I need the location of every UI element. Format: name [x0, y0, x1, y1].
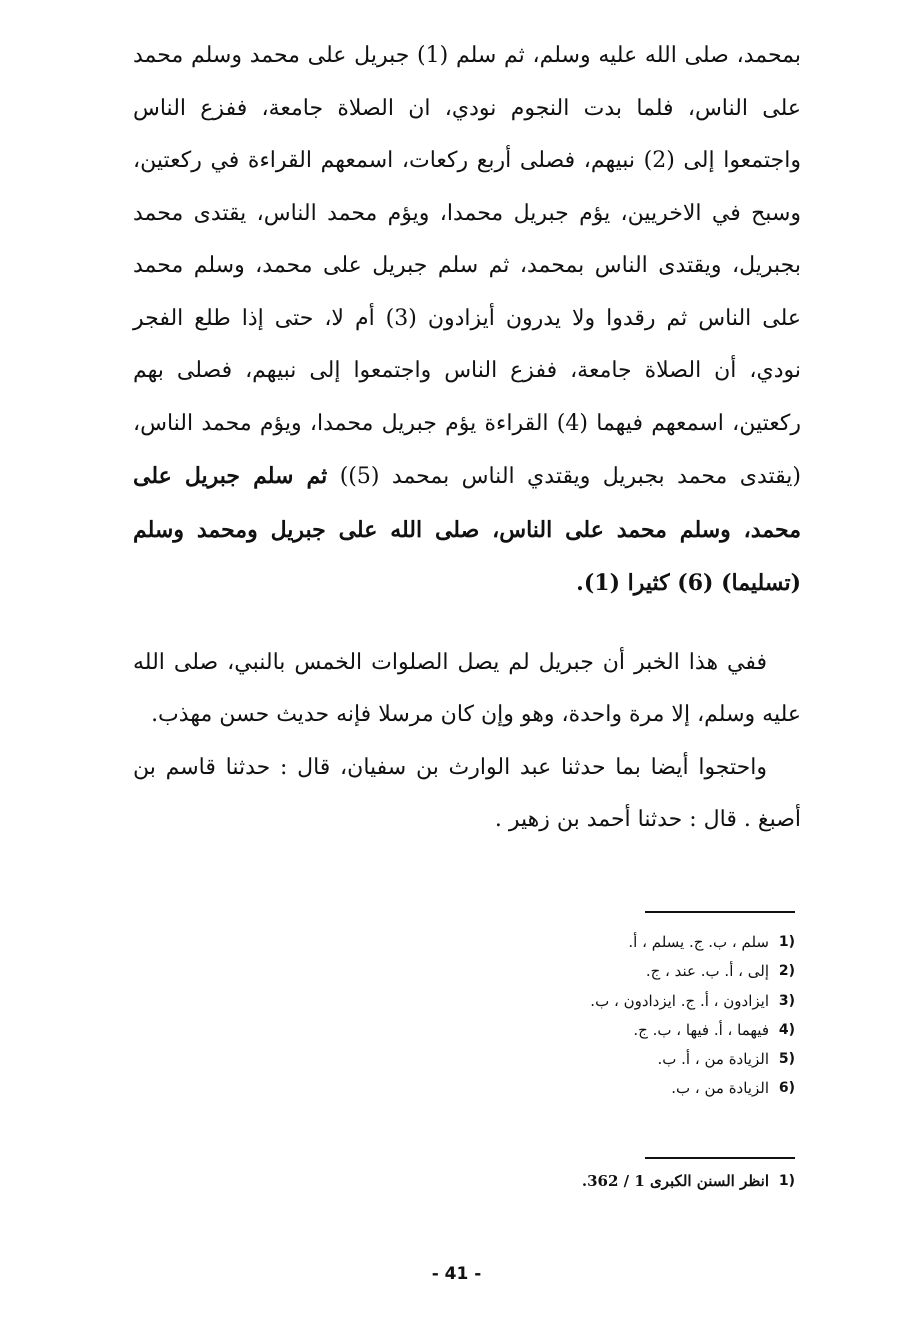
footnote-number: (1 [778, 1173, 795, 1189]
variant-footnotes [375, 928, 795, 1104]
footnote-number: (5 [778, 1051, 795, 1068]
footnote-text: انظر السنن الكبرى 1 / 362. [581, 1172, 769, 1190]
main-text [133, 30, 801, 847]
footnote-number: (1 [778, 934, 795, 950]
footnote-number: (6 [778, 1080, 795, 1097]
page-number: - 41 - [431, 1264, 482, 1284]
paragraph-hadith-normal: بمحمد، صلى الله عليه وسلم، ثم سلم (1) جبريل على محمد وسلم محمد على الناس، فلما بدت النجوم نودي، ان الصلاة جامعة، ففزع الناس واجتمعوا إلى (2) نبيهم، فصلى أربع ركعات، اسمعهم القراءة في ركعتين، وسبح في الاخريين، يؤم جبريل محمدا، ويؤم محمد الناس، يقتدى محمد بجبريل، ويقتدى الناس بمحمد، ثم سلم جبريل على محمد، وسلم محمد على الناس ثم رقدوا ولا يدرون أيزادون (3) أم لا، حتى إذا طلع الفجر نودي، أن الصلاة جامعة، ففزع الناس واجتمعوا إلى نبيهم، فصلى بهم ركعتين، اسمعهم فيهما (4) القراءة يؤم جبريل محمدا، ويؤم محمد الناس، (يقتدى محمد بجبريل ويقتدي الناس بمحمد (5)) [133, 43, 802, 489]
variant-footnote [375, 957, 795, 986]
variant-footnote [375, 1045, 795, 1074]
variant-footnote [375, 1074, 795, 1103]
variant-footnote [375, 1016, 795, 1045]
footnote-number: (3 [778, 992, 795, 1009]
footnote-text: الزيادة من ، ب. [671, 1079, 769, 1098]
footnote-text: سلم ، ب. ج. يسلم ، أ. [628, 933, 769, 951]
reference-divider [645, 1157, 795, 1159]
paragraph-hadith-text [133, 30, 801, 611]
paragraph-isnad: واحتجوا أيضا بما حدثنا عبد الوارث بن سفيان، قال : حدثنا قاسم بن أصبغ . قال : حدثنا أحمد بن زهير . [133, 754, 801, 832]
footnote-text: ايزادون ، أ. ج. ايزدادون ، ب. [590, 991, 769, 1010]
footnote-text: فيهما ، أ. فيها ، ب. ج. [633, 1020, 769, 1039]
footnote-number: (2 [778, 963, 795, 980]
reference-footnotes [375, 1167, 795, 1196]
footnote-divider [645, 911, 795, 913]
paragraph-hadith-bold: ثم سلم جبريل على محمد، وسلم محمد على الناس، صلى الله على جبريل ومحمد وسلم (تسليما) (6) كثيرا (1). [133, 463, 802, 596]
paragraph-commentary: ففي هذا الخبر أن جبريل لم يصل الصلوات الخمس بالنبي، صلى الله عليه وسلم، إلا مرة واحدة، وهو وإن كان مرسلا فإنه حديث حسن مهذب. [133, 649, 801, 727]
reference-footnote [375, 1167, 795, 1196]
footnote-text: الزيادة من ، أ. ب. [657, 1050, 769, 1069]
variant-footnote [375, 928, 795, 957]
footnote-text: إلى ، أ. ب. عند ، ج. [645, 962, 769, 981]
footnote-number: (4 [778, 1021, 795, 1038]
variant-footnote [375, 987, 795, 1016]
